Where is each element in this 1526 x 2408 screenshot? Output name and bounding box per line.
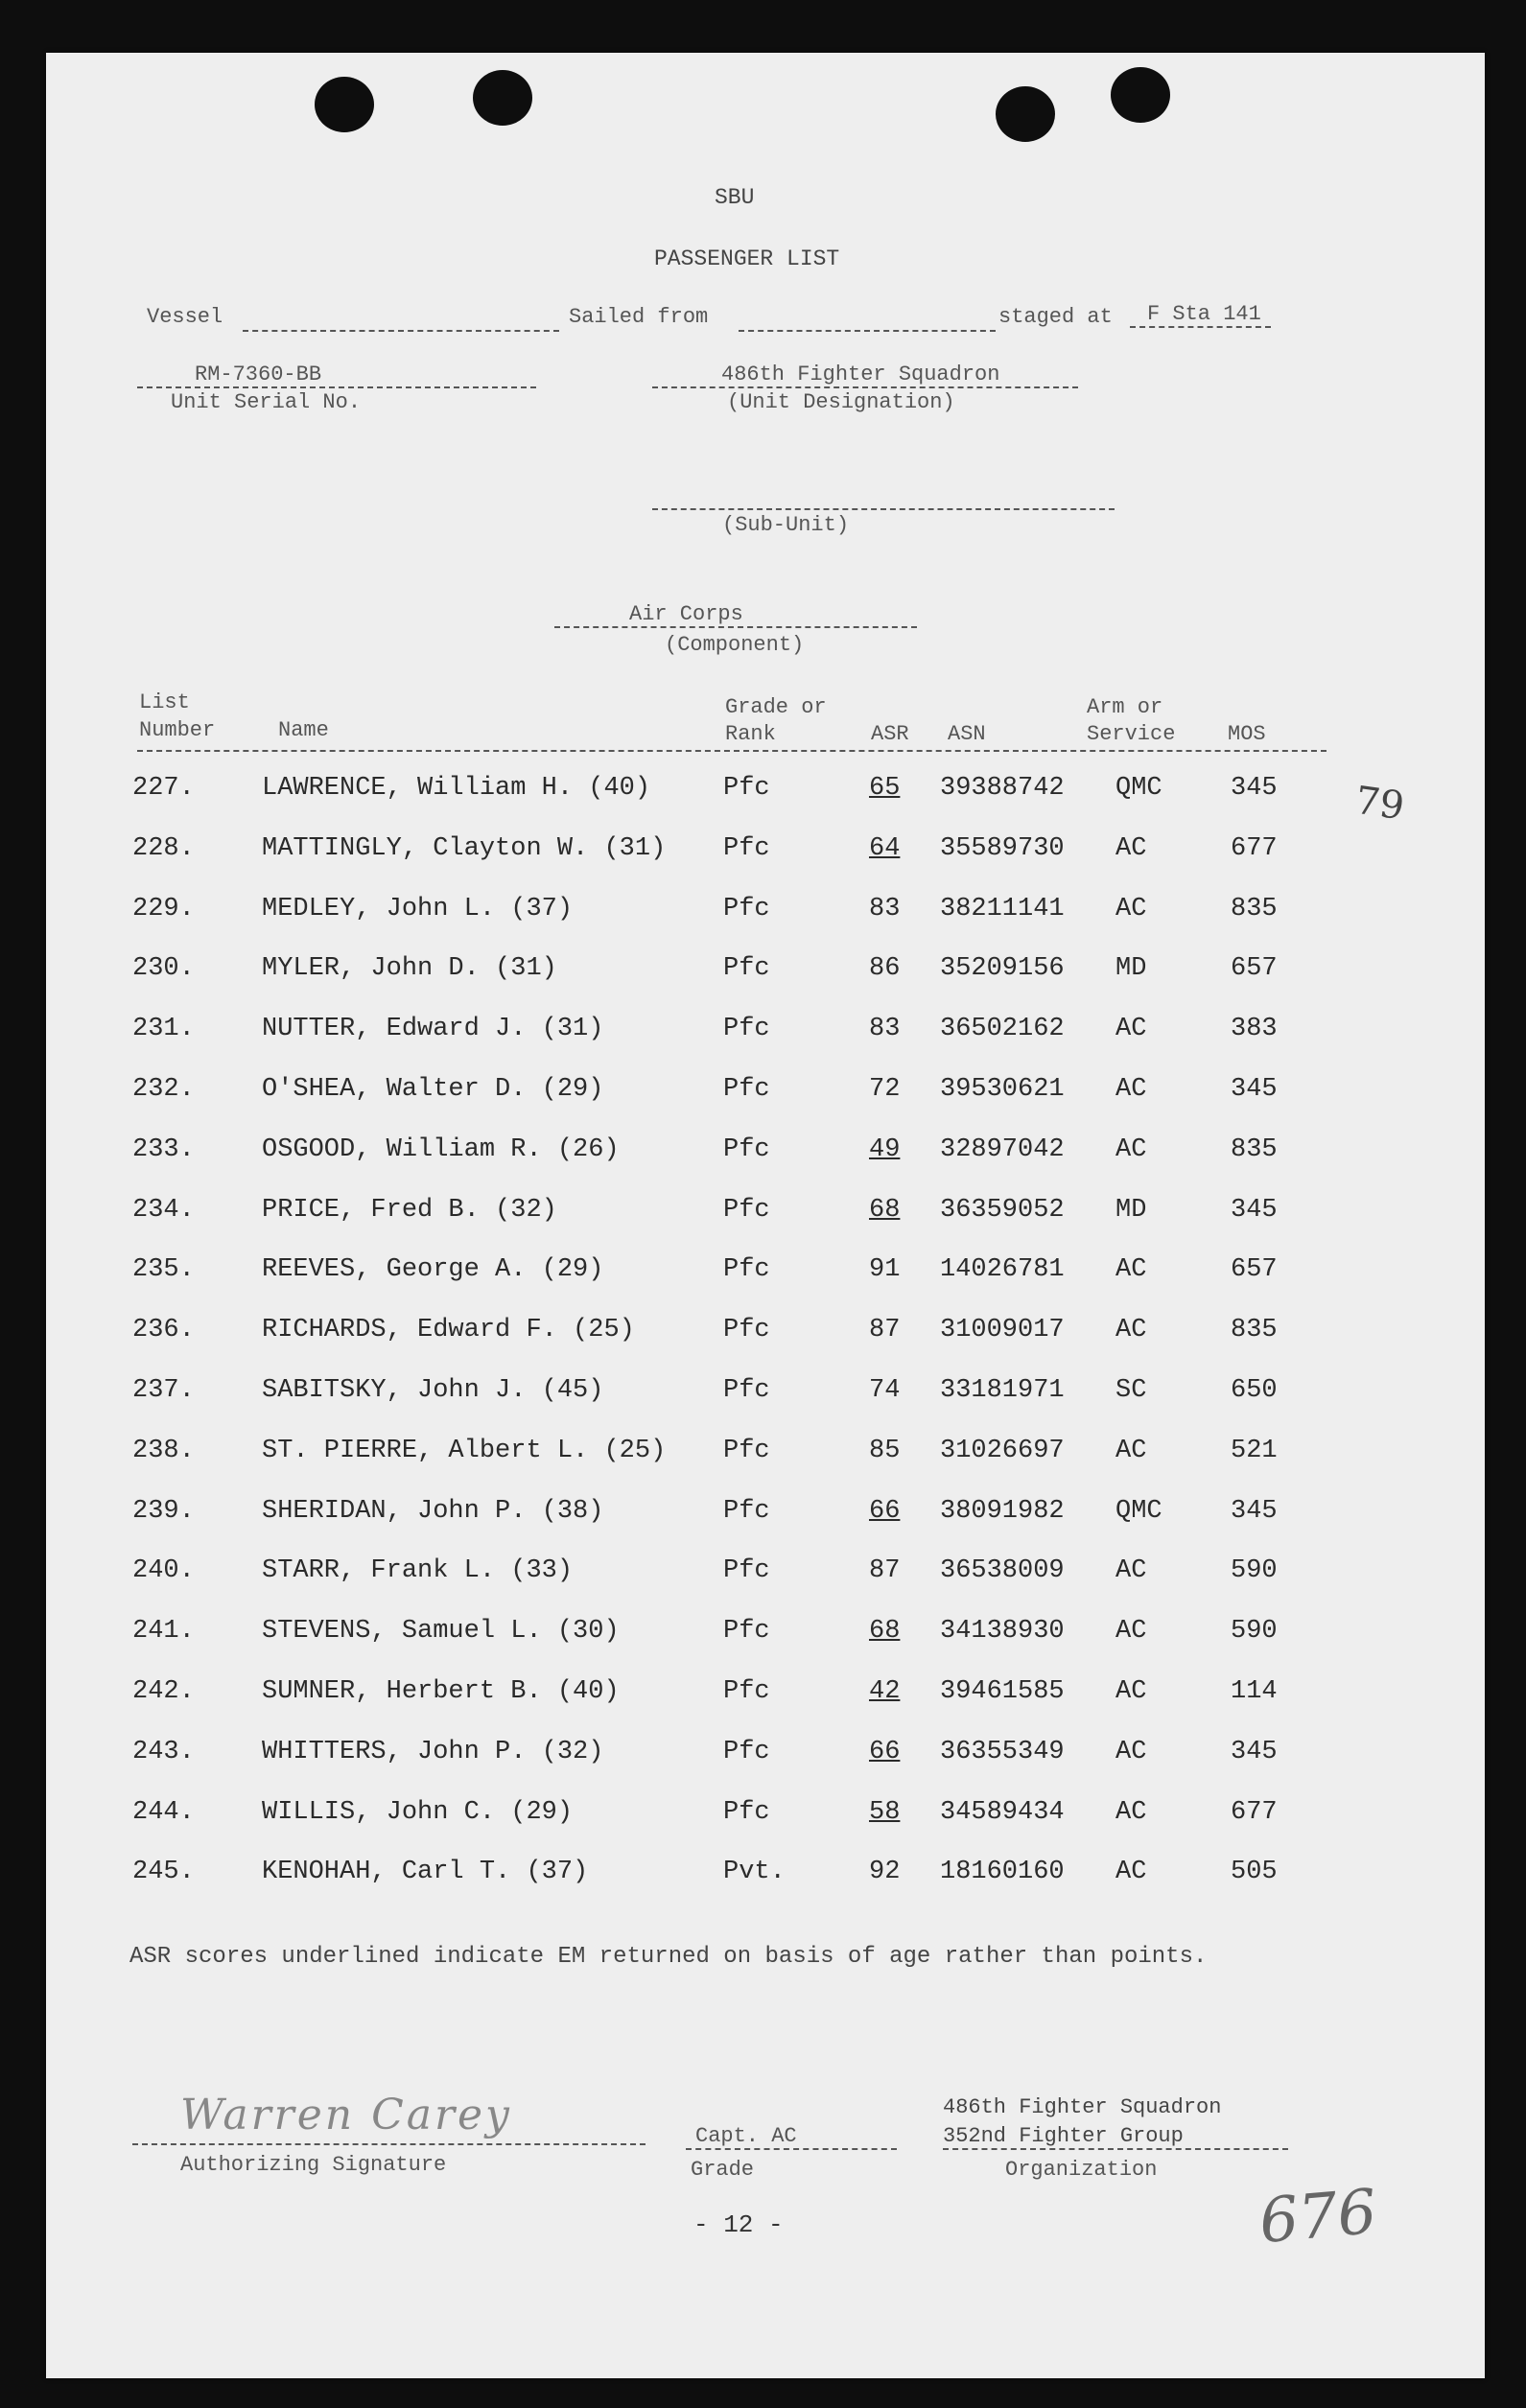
table-row — [46, 1075, 1485, 1113]
grade-cell: Pfc — [723, 833, 770, 863]
table-row — [46, 895, 1485, 933]
table-row — [46, 834, 1485, 873]
table-row — [46, 1858, 1485, 1896]
sub-unit-field — [652, 508, 1115, 510]
unit-designation-label: (Unit Designation) — [727, 390, 955, 414]
table-row — [46, 1196, 1485, 1234]
asr-cell: 83 — [869, 894, 901, 923]
mos-cell: 345 — [1231, 1075, 1278, 1104]
list-number-cell: 228. — [132, 833, 195, 863]
list-number-cell: 241. — [132, 1617, 195, 1647]
list-number-cell: 237. — [132, 1376, 195, 1405]
mos-cell: 657 — [1231, 954, 1278, 984]
table-row — [46, 1556, 1485, 1595]
grade-cell: Pvt. — [723, 1858, 786, 1887]
list-number-cell: 233. — [132, 1134, 195, 1164]
list-number-cell: 243. — [132, 1737, 195, 1766]
mos-cell: 835 — [1231, 1134, 1278, 1164]
sub-unit-label: (Sub-Unit) — [722, 513, 850, 537]
asn-cell: 34589434 — [940, 1797, 1065, 1827]
asr-cell: 49 — [869, 1134, 901, 1164]
list-number-cell: 234. — [132, 1195, 195, 1225]
asr-cell: 72 — [869, 1075, 901, 1104]
sailed-from-label: Sailed from — [569, 305, 709, 329]
list-number-cell: 227. — [132, 774, 195, 803]
name-cell: WHITTERS, John P. (32) — [262, 1737, 604, 1766]
mos-cell: 383 — [1231, 1015, 1278, 1044]
asr-cell: 66 — [869, 1496, 901, 1526]
unit-designation-value: 486th Fighter Squadron — [652, 362, 1078, 388]
name-cell: LAWRENCE, William H. (40) — [262, 774, 651, 803]
asr-cell: 85 — [869, 1436, 901, 1465]
asn-cell: 36359052 — [940, 1195, 1065, 1225]
asn-cell: 31009017 — [940, 1316, 1065, 1345]
arm-service-cell: AC — [1115, 1134, 1147, 1164]
component-label: (Component) — [665, 633, 805, 657]
asr-cell: 86 — [869, 954, 901, 984]
col-header-asr: ASR — [871, 722, 909, 746]
table-row — [46, 1376, 1485, 1414]
arm-service-cell: AC — [1115, 1075, 1147, 1104]
name-cell: RICHARDS, Edward F. (25) — [262, 1316, 635, 1345]
arm-service-cell: MD — [1115, 954, 1147, 984]
unit-serial-value: RM-7360-BB — [137, 362, 536, 388]
table-row — [46, 1437, 1485, 1475]
vessel-field — [243, 330, 559, 332]
mos-cell: 505 — [1231, 1858, 1278, 1887]
table-row — [46, 1497, 1485, 1535]
asn-cell: 38211141 — [940, 894, 1065, 923]
document-page — [46, 53, 1485, 2378]
col-header-name: Name — [278, 718, 329, 742]
arm-service-cell: AC — [1115, 1677, 1147, 1706]
name-cell: REEVES, George A. (29) — [262, 1255, 604, 1285]
asn-cell: 34138930 — [940, 1617, 1065, 1647]
asr-cell: 68 — [869, 1195, 901, 1225]
mos-cell: 590 — [1231, 1617, 1278, 1647]
list-number-cell: 240. — [132, 1556, 195, 1586]
grade-cell: Pfc — [723, 1255, 770, 1285]
name-cell: STARR, Frank L. (33) — [262, 1556, 574, 1586]
mos-cell: 677 — [1231, 1797, 1278, 1827]
mos-cell: 345 — [1231, 774, 1278, 803]
margin-stamp-number: 79 — [1352, 778, 1407, 830]
grade-cell: Pfc — [723, 1496, 770, 1526]
name-cell: NUTTER, Edward J. (31) — [262, 1015, 604, 1044]
list-number-cell: 230. — [132, 954, 195, 984]
name-cell: O'SHEA, Walter D. (29) — [262, 1075, 604, 1104]
mos-cell: 590 — [1231, 1556, 1278, 1586]
grade-cell: Pfc — [723, 1737, 770, 1766]
asr-cell: 65 — [869, 774, 901, 803]
name-cell: WILLIS, John C. (29) — [262, 1797, 574, 1827]
asn-cell: 38091982 — [940, 1496, 1065, 1526]
arm-service-cell: AC — [1115, 1858, 1147, 1887]
name-cell: SUMNER, Herbert B. (40) — [262, 1677, 620, 1706]
header-underline — [137, 750, 1326, 752]
grade-cell: Pfc — [723, 1316, 770, 1345]
list-number-cell: 229. — [132, 894, 195, 923]
grade-cell: Pfc — [723, 774, 770, 803]
list-number-cell: 238. — [132, 1436, 195, 1465]
list-number-cell: 244. — [132, 1797, 195, 1827]
asn-cell: 14026781 — [940, 1255, 1065, 1285]
grade-cell: Pfc — [723, 1075, 770, 1104]
staged-at-value: F Sta 141 — [1130, 302, 1271, 328]
mos-cell: 345 — [1231, 1496, 1278, 1526]
asn-cell: 33181971 — [940, 1376, 1065, 1405]
arm-service-cell: AC — [1115, 1316, 1147, 1345]
grade-value: Capt. AC — [686, 2124, 897, 2150]
grade-cell: Pfc — [723, 1195, 770, 1225]
asr-cell: 91 — [869, 1255, 901, 1285]
name-cell: KENOHAH, Carl T. (37) — [262, 1858, 589, 1887]
mos-cell: 114 — [1231, 1677, 1278, 1706]
sailed-from-field — [739, 330, 996, 332]
mos-cell: 345 — [1231, 1195, 1278, 1225]
asn-cell: 36355349 — [940, 1737, 1065, 1766]
grade-cell: Pfc — [723, 954, 770, 984]
arm-service-cell: AC — [1115, 1015, 1147, 1044]
asr-cell: 68 — [869, 1617, 901, 1647]
arm-service-cell: AC — [1115, 894, 1147, 923]
table-row — [46, 1617, 1485, 1655]
asr-cell: 58 — [869, 1797, 901, 1827]
list-number-cell: 239. — [132, 1496, 195, 1526]
list-number-cell: 232. — [132, 1075, 195, 1104]
list-number-cell: 231. — [132, 1015, 195, 1044]
arm-service-cell: AC — [1115, 1617, 1147, 1647]
arm-service-cell: AC — [1115, 1436, 1147, 1465]
name-cell: MYLER, John D. (31) — [262, 954, 557, 984]
name-cell: ST. PIERRE, Albert L. (25) — [262, 1436, 667, 1465]
authorizing-signature-scrawl: Warren Carey — [180, 2091, 512, 2139]
table-row — [46, 1015, 1485, 1053]
name-cell: STEVENS, Samuel L. (30) — [262, 1617, 620, 1647]
table-row — [46, 1738, 1485, 1776]
binder-hole-1 — [315, 77, 374, 132]
page-number: - 12 - — [693, 2210, 784, 2239]
handwritten-number: 676 — [1256, 2176, 1380, 2258]
asr-cell: 64 — [869, 833, 901, 863]
arm-service-cell: AC — [1115, 1255, 1147, 1285]
grade-cell: Pfc — [723, 894, 770, 923]
grade-cell: Pfc — [723, 1556, 770, 1586]
col-header-mos: MOS — [1228, 722, 1266, 746]
arm-service-cell: AC — [1115, 833, 1147, 863]
table-row — [46, 954, 1485, 993]
col-header-grade-line2: Rank — [725, 722, 776, 746]
binder-hole-4 — [1111, 67, 1170, 123]
org-line-2: 352nd Fighter Group — [943, 2124, 1288, 2150]
col-header-grade-line1: Grade or — [725, 695, 827, 719]
org-label: Organization — [1005, 2158, 1158, 2182]
grade-cell: Pfc — [723, 1015, 770, 1044]
asn-cell: 39530621 — [940, 1075, 1065, 1104]
table-row — [46, 1677, 1485, 1716]
arm-service-cell: MD — [1115, 1195, 1147, 1225]
name-cell: MEDLEY, John L. (37) — [262, 894, 574, 923]
asr-cell: 87 — [869, 1556, 901, 1586]
asn-cell: 36502162 — [940, 1015, 1065, 1044]
vessel-label: Vessel — [147, 305, 223, 329]
asn-cell: 39461585 — [940, 1677, 1065, 1706]
signature-label: Authorizing Signature — [180, 2153, 447, 2177]
col-header-list-line1: List — [139, 690, 190, 714]
table-row — [46, 1316, 1485, 1354]
table-row — [46, 774, 1485, 812]
table-row — [46, 1798, 1485, 1836]
asr-cell: 66 — [869, 1737, 901, 1766]
binder-hole-2 — [473, 70, 532, 126]
mos-cell: 345 — [1231, 1737, 1278, 1766]
name-cell: OSGOOD, William R. (26) — [262, 1134, 620, 1164]
asr-cell: 74 — [869, 1376, 901, 1405]
arm-service-cell: AC — [1115, 1737, 1147, 1766]
page-title: PASSENGER LIST — [654, 246, 840, 271]
grade-cell: Pfc — [723, 1677, 770, 1706]
binder-hole-3 — [996, 86, 1055, 142]
col-header-arm-line1: Arm or — [1087, 695, 1163, 719]
mos-cell: 521 — [1231, 1436, 1278, 1465]
asr-cell: 87 — [869, 1316, 901, 1345]
col-header-asn: ASN — [948, 722, 986, 746]
list-number-cell: 235. — [132, 1255, 195, 1285]
list-number-cell: 236. — [132, 1316, 195, 1345]
arm-service-cell: QMC — [1115, 1496, 1162, 1526]
name-cell: SABITSKY, John J. (45) — [262, 1376, 604, 1405]
footnote: ASR scores underlined indicate EM returned on basis of age rather than points. — [129, 1944, 1208, 1970]
classification-marking: SBU — [715, 185, 755, 210]
asn-cell: 18160160 — [940, 1858, 1065, 1887]
list-number-cell: 245. — [132, 1858, 195, 1887]
mos-cell: 677 — [1231, 833, 1278, 863]
name-cell: PRICE, Fred B. (32) — [262, 1195, 557, 1225]
asr-cell: 42 — [869, 1677, 901, 1706]
arm-service-cell: AC — [1115, 1556, 1147, 1586]
table-row — [46, 1135, 1485, 1174]
asr-cell: 83 — [869, 1015, 901, 1044]
staged-at-label: staged at — [998, 305, 1113, 329]
signature-line — [132, 2143, 646, 2145]
asr-cell: 92 — [869, 1858, 901, 1887]
list-number-cell: 242. — [132, 1677, 195, 1706]
mos-cell: 835 — [1231, 894, 1278, 923]
mos-cell: 835 — [1231, 1316, 1278, 1345]
asn-cell: 35589730 — [940, 833, 1065, 863]
arm-service-cell: SC — [1115, 1376, 1147, 1405]
grade-cell: Pfc — [723, 1797, 770, 1827]
asn-cell: 39388742 — [940, 774, 1065, 803]
mos-cell: 650 — [1231, 1376, 1278, 1405]
unit-serial-label: Unit Serial No. — [171, 390, 362, 414]
name-cell: SHERIDAN, John P. (38) — [262, 1496, 604, 1526]
asn-cell: 36538009 — [940, 1556, 1065, 1586]
asn-cell: 31026697 — [940, 1436, 1065, 1465]
grade-cell: Pfc — [723, 1134, 770, 1164]
grade-cell: Pfc — [723, 1436, 770, 1465]
asn-cell: 35209156 — [940, 954, 1065, 984]
component-value: Air Corps — [554, 602, 917, 628]
arm-service-cell: QMC — [1115, 774, 1162, 803]
arm-service-cell: AC — [1115, 1797, 1147, 1827]
org-line-1: 486th Fighter Squadron — [943, 2095, 1222, 2119]
table-row — [46, 1255, 1485, 1294]
asn-cell: 32897042 — [940, 1134, 1065, 1164]
col-header-arm-line2: Service — [1087, 722, 1176, 746]
mos-cell: 657 — [1231, 1255, 1278, 1285]
grade-cell: Pfc — [723, 1617, 770, 1647]
grade-cell: Pfc — [723, 1376, 770, 1405]
col-header-list-line2: Number — [139, 718, 216, 742]
grade-label: Grade — [691, 2158, 755, 2182]
name-cell: MATTINGLY, Clayton W. (31) — [262, 833, 667, 863]
